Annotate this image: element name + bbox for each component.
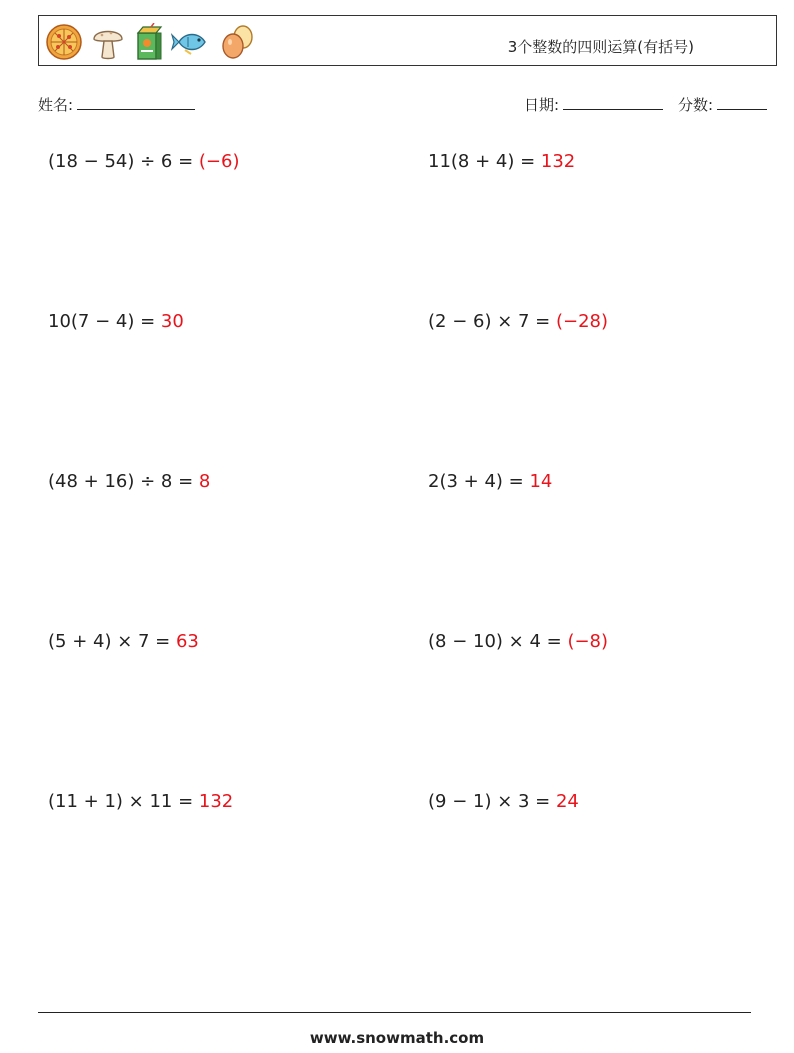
name-field (38, 94, 195, 115)
header-icons (45, 23, 257, 61)
problem-answer: (−28) (555, 311, 609, 332)
problem-5 (48, 471, 210, 492)
problem-expression: (8 − 10) × 4 = (428, 631, 568, 652)
worksheet-title: 3个整数的四则运算(有括号) (507, 38, 694, 56)
problem-6 (428, 471, 552, 492)
problem-4 (428, 311, 608, 332)
problem-answer: 24 (555, 791, 579, 812)
problem-expression: 10(7 − 4) = (48, 311, 161, 332)
problem-answer: 14 (529, 471, 553, 492)
problem-answer: 63 (175, 631, 199, 652)
problem-expression: 11(8 + 4) = (428, 151, 541, 172)
problem-1 (48, 151, 239, 172)
mushroom-icon (91, 23, 125, 61)
score-label: 分数: (678, 96, 714, 114)
problem-answer: 30 (160, 311, 184, 332)
problem-3 (48, 311, 184, 332)
problem-answer: (−6) (198, 151, 240, 172)
fish-icon (171, 23, 211, 61)
problem-8 (428, 631, 608, 652)
footer-site: www.snowmath.com (309, 1029, 485, 1047)
problem-expression: (5 + 4) × 7 = (48, 631, 176, 652)
problem-expression: (48 + 16) ÷ 8 = (48, 471, 199, 492)
name-label: 姓名: (38, 96, 74, 114)
problem-expression: (2 − 6) × 7 = (428, 311, 556, 332)
problem-9 (48, 791, 233, 812)
juice-box-icon (133, 23, 163, 61)
problem-answer: (−8) (567, 631, 609, 652)
date-blank (563, 95, 663, 110)
date-label: 日期: (524, 96, 560, 114)
score-blank (717, 95, 767, 110)
eggs-icon (219, 23, 257, 61)
problem-answer: 132 (540, 151, 576, 172)
problem-answer: 8 (198, 471, 211, 492)
problem-expression: (9 − 1) × 3 = (428, 791, 556, 812)
name-blank (77, 95, 195, 110)
problem-answer: 132 (198, 791, 234, 812)
problem-expression: (18 − 54) ÷ 6 = (48, 151, 199, 172)
problem-2 (428, 151, 575, 172)
worksheet-header (38, 15, 777, 66)
date-field (524, 94, 663, 115)
problem-7 (48, 631, 199, 652)
pizza-icon (45, 23, 83, 61)
footer-divider (38, 1012, 751, 1013)
problem-10 (428, 791, 579, 812)
score-field (678, 94, 767, 115)
problem-expression: 2(3 + 4) = (428, 471, 530, 492)
problem-expression: (11 + 1) × 11 = (48, 791, 199, 812)
